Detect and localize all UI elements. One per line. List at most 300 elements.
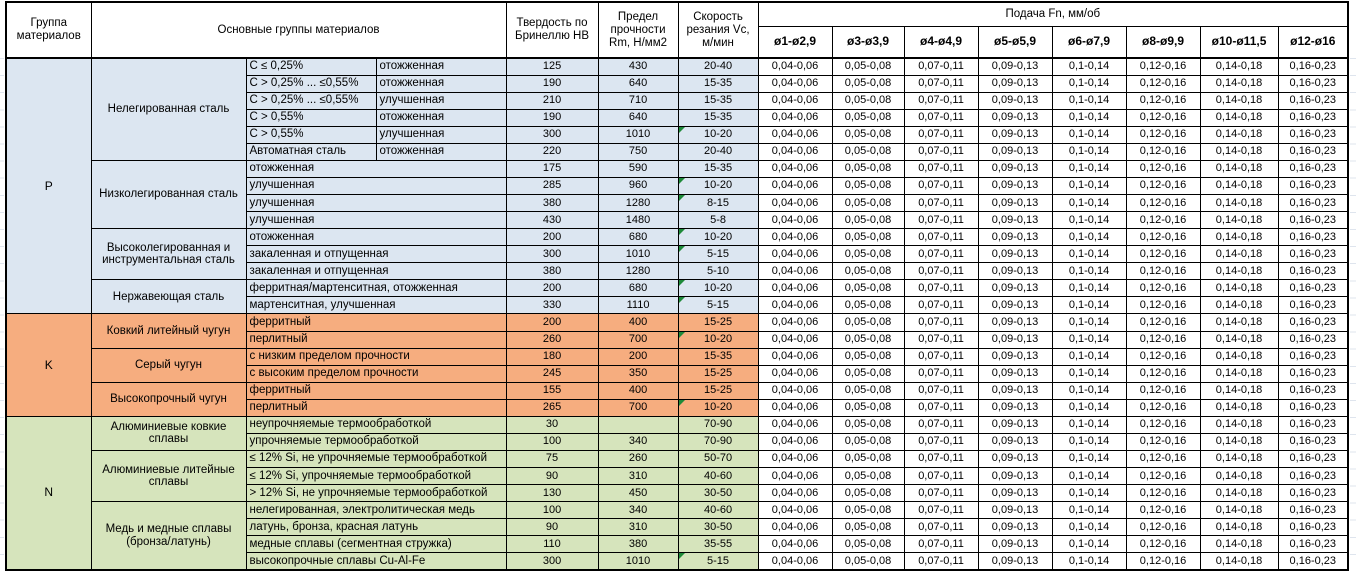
feed-value-cell[interactable]: 0,07-0,11: [904, 450, 978, 467]
feed-value-cell[interactable]: 0,16-0,23: [1278, 450, 1348, 467]
feed-value-cell[interactable]: 0,07-0,11: [904, 468, 978, 485]
strength-cell[interactable]: 700: [598, 399, 678, 416]
feed-value-cell[interactable]: 0,04-0,06: [758, 450, 832, 467]
speed-cell[interactable]: 15-35: [678, 109, 758, 126]
feed-value-cell[interactable]: 0,05-0,08: [832, 109, 904, 126]
feed-value-cell[interactable]: 0,1-0,14: [1052, 399, 1126, 416]
feed-value-cell[interactable]: 0,16-0,23: [1278, 109, 1348, 126]
feed-value-cell[interactable]: 0,1-0,14: [1052, 331, 1126, 348]
feed-value-cell[interactable]: 0,04-0,06: [758, 212, 832, 229]
feed-value-cell[interactable]: 0,04-0,06: [758, 75, 832, 92]
hardness-cell[interactable]: 380: [506, 263, 598, 280]
feed-value-cell[interactable]: 0,16-0,23: [1278, 177, 1348, 194]
speed-cell[interactable]: 50-70: [678, 450, 758, 467]
material-desc-cell[interactable]: улучшенная: [246, 177, 506, 194]
feed-value-cell[interactable]: 0,07-0,11: [904, 382, 978, 399]
hardness-cell[interactable]: 210: [506, 92, 598, 109]
feed-value-cell[interactable]: 0,09-0,13: [978, 280, 1052, 297]
strength-cell[interactable]: 260: [598, 450, 678, 467]
feed-value-cell[interactable]: 0,14-0,18: [1200, 280, 1278, 297]
feed-value-cell[interactable]: 0,04-0,06: [758, 297, 832, 314]
feed-value-cell[interactable]: 0,09-0,13: [978, 177, 1052, 194]
feed-value-cell[interactable]: 0,09-0,13: [978, 382, 1052, 399]
feed-value-cell[interactable]: 0,1-0,14: [1052, 280, 1126, 297]
speed-cell[interactable]: 15-25: [678, 382, 758, 399]
feed-value-cell[interactable]: 0,1-0,14: [1052, 160, 1126, 177]
feed-value-cell[interactable]: 0,14-0,18: [1200, 297, 1278, 314]
feed-value-cell[interactable]: 0,14-0,18: [1200, 263, 1278, 280]
feed-value-cell[interactable]: 0,07-0,11: [904, 485, 978, 502]
hardness-cell[interactable]: 220: [506, 143, 598, 160]
feed-value-cell[interactable]: 0,07-0,11: [904, 348, 978, 365]
feed-value-cell[interactable]: 0,14-0,18: [1200, 75, 1278, 92]
feed-value-cell[interactable]: 0,05-0,08: [832, 263, 904, 280]
feed-value-cell[interactable]: 0,1-0,14: [1052, 382, 1126, 399]
feed-value-cell[interactable]: 0,14-0,18: [1200, 58, 1278, 75]
feed-value-cell[interactable]: 0,09-0,13: [978, 143, 1052, 160]
feed-value-cell[interactable]: 0,09-0,13: [978, 92, 1052, 109]
material-group-cell[interactable]: K: [6, 314, 91, 416]
hardness-cell[interactable]: 155: [506, 382, 598, 399]
feed-value-cell[interactable]: 0,05-0,08: [832, 399, 904, 416]
feed-value-cell[interactable]: 0,16-0,23: [1278, 143, 1348, 160]
feed-value-cell[interactable]: 0,12-0,16: [1126, 75, 1200, 92]
feed-value-cell[interactable]: 0,1-0,14: [1052, 177, 1126, 194]
feed-value-cell[interactable]: 0,14-0,18: [1200, 212, 1278, 229]
feed-value-cell[interactable]: 0,04-0,06: [758, 553, 832, 570]
feed-value-cell[interactable]: 0,05-0,08: [832, 212, 904, 229]
strength-cell[interactable]: 350: [598, 365, 678, 382]
strength-cell[interactable]: 340: [598, 502, 678, 519]
feed-value-cell[interactable]: 0,09-0,13: [978, 195, 1052, 212]
speed-cell[interactable]: 15-25: [678, 314, 758, 331]
feed-value-cell[interactable]: 0,07-0,11: [904, 109, 978, 126]
feed-value-cell[interactable]: 0,16-0,23: [1278, 246, 1348, 263]
material-state-cell[interactable]: отожженная: [376, 75, 506, 92]
hardness-cell[interactable]: 300: [506, 246, 598, 263]
feed-value-cell[interactable]: 0,14-0,18: [1200, 126, 1278, 143]
feed-value-cell[interactable]: 0,04-0,06: [758, 416, 832, 433]
strength-cell[interactable]: 380: [598, 536, 678, 553]
feed-value-cell[interactable]: 0,05-0,08: [832, 416, 904, 433]
feed-value-cell[interactable]: 0,04-0,06: [758, 348, 832, 365]
feed-value-cell[interactable]: 0,05-0,08: [832, 280, 904, 297]
feed-value-cell[interactable]: 0,07-0,11: [904, 143, 978, 160]
feed-value-cell[interactable]: 0,07-0,11: [904, 75, 978, 92]
hardness-cell[interactable]: 100: [506, 433, 598, 450]
feed-value-cell[interactable]: 0,07-0,11: [904, 246, 978, 263]
feed-value-cell[interactable]: 0,16-0,23: [1278, 519, 1348, 536]
feed-value-cell[interactable]: 0,09-0,13: [978, 58, 1052, 75]
feed-value-cell[interactable]: 0,1-0,14: [1052, 519, 1126, 536]
feed-value-cell[interactable]: 0,16-0,23: [1278, 297, 1348, 314]
material-spec-cell[interactable]: C > 0,25% ... ≤0,55%: [246, 92, 376, 109]
strength-cell[interactable]: 1280: [598, 195, 678, 212]
feed-value-cell[interactable]: 0,07-0,11: [904, 519, 978, 536]
feed-value-cell[interactable]: 0,09-0,13: [978, 399, 1052, 416]
feed-value-cell[interactable]: 0,16-0,23: [1278, 468, 1348, 485]
feed-value-cell[interactable]: 0,04-0,06: [758, 195, 832, 212]
feed-value-cell[interactable]: 0,1-0,14: [1052, 229, 1126, 246]
feed-value-cell[interactable]: 0,16-0,23: [1278, 212, 1348, 229]
feed-value-cell[interactable]: 0,16-0,23: [1278, 75, 1348, 92]
feed-value-cell[interactable]: 0,1-0,14: [1052, 246, 1126, 263]
feed-value-cell[interactable]: 0,07-0,11: [904, 263, 978, 280]
feed-value-cell[interactable]: 0,07-0,11: [904, 433, 978, 450]
feed-value-cell[interactable]: 0,09-0,13: [978, 212, 1052, 229]
hardness-cell[interactable]: 190: [506, 75, 598, 92]
strength-cell[interactable]: 680: [598, 280, 678, 297]
feed-value-cell[interactable]: 0,12-0,16: [1126, 348, 1200, 365]
header-feed[interactable]: Подача Fn, мм/об: [758, 2, 1348, 26]
feed-value-cell[interactable]: 0,12-0,16: [1126, 416, 1200, 433]
feed-value-cell[interactable]: 0,14-0,18: [1200, 331, 1278, 348]
feed-value-cell[interactable]: 0,1-0,14: [1052, 450, 1126, 467]
speed-cell[interactable]: 20-40: [678, 143, 758, 160]
feed-value-cell[interactable]: 0,16-0,23: [1278, 416, 1348, 433]
feed-value-cell[interactable]: 0,12-0,16: [1126, 365, 1200, 382]
material-spec-cell[interactable]: C > 0,55%: [246, 109, 376, 126]
feed-value-cell[interactable]: 0,14-0,18: [1200, 485, 1278, 502]
material-desc-cell[interactable]: неупрочняемые термообработкой: [246, 416, 506, 433]
feed-value-cell[interactable]: 0,1-0,14: [1052, 75, 1126, 92]
hardness-cell[interactable]: 200: [506, 314, 598, 331]
hardness-cell[interactable]: 90: [506, 468, 598, 485]
feed-value-cell[interactable]: 0,1-0,14: [1052, 416, 1126, 433]
strength-cell[interactable]: 310: [598, 519, 678, 536]
feed-value-cell[interactable]: 0,12-0,16: [1126, 502, 1200, 519]
feed-value-cell[interactable]: 0,04-0,06: [758, 331, 832, 348]
feed-value-cell[interactable]: 0,05-0,08: [832, 126, 904, 143]
feed-value-cell[interactable]: 0,07-0,11: [904, 314, 978, 331]
feed-value-cell[interactable]: 0,12-0,16: [1126, 519, 1200, 536]
feed-value-cell[interactable]: 0,12-0,16: [1126, 212, 1200, 229]
speed-cell[interactable]: 15-25: [678, 365, 758, 382]
feed-value-cell[interactable]: 0,07-0,11: [904, 553, 978, 570]
speed-cell[interactable]: 5-15: [678, 297, 758, 314]
speed-cell[interactable]: 10-20: [678, 126, 758, 143]
feed-diameter-header[interactable]: ø12-ø16: [1278, 26, 1348, 58]
feed-value-cell[interactable]: 0,1-0,14: [1052, 365, 1126, 382]
feed-value-cell[interactable]: 0,07-0,11: [904, 280, 978, 297]
speed-cell[interactable]: 15-35: [678, 160, 758, 177]
feed-value-cell[interactable]: 0,16-0,23: [1278, 160, 1348, 177]
feed-value-cell[interactable]: 0,09-0,13: [978, 450, 1052, 467]
feed-value-cell[interactable]: 0,04-0,06: [758, 536, 832, 553]
feed-value-cell[interactable]: 0,04-0,06: [758, 229, 832, 246]
feed-value-cell[interactable]: 0,09-0,13: [978, 416, 1052, 433]
hardness-cell[interactable]: 90: [506, 519, 598, 536]
strength-cell[interactable]: 1010: [598, 246, 678, 263]
material-desc-cell[interactable]: ≤ 12% Si, не упрочняемые термообработкой: [246, 450, 506, 467]
feed-value-cell[interactable]: 0,09-0,13: [978, 75, 1052, 92]
feed-value-cell[interactable]: 0,04-0,06: [758, 126, 832, 143]
material-desc-cell[interactable]: латунь, бронза, красная латунь: [246, 519, 506, 536]
feed-value-cell[interactable]: 0,09-0,13: [978, 502, 1052, 519]
feed-value-cell[interactable]: 0,14-0,18: [1200, 399, 1278, 416]
feed-value-cell[interactable]: 0,12-0,16: [1126, 382, 1200, 399]
feed-value-cell[interactable]: 0,07-0,11: [904, 212, 978, 229]
feed-value-cell[interactable]: 0,04-0,06: [758, 485, 832, 502]
feed-value-cell[interactable]: 0,14-0,18: [1200, 314, 1278, 331]
material-group-cell[interactable]: N: [6, 416, 91, 570]
feed-value-cell[interactable]: 0,05-0,08: [832, 75, 904, 92]
feed-value-cell[interactable]: 0,04-0,06: [758, 160, 832, 177]
feed-value-cell[interactable]: 0,16-0,23: [1278, 502, 1348, 519]
speed-cell[interactable]: 70-90: [678, 433, 758, 450]
feed-value-cell[interactable]: 0,16-0,23: [1278, 331, 1348, 348]
material-spec-cell[interactable]: Автоматная сталь: [246, 143, 376, 160]
feed-diameter-header[interactable]: ø3-ø3,9: [832, 26, 904, 58]
material-desc-cell[interactable]: закаленная и отпущенная: [246, 246, 506, 263]
material-desc-cell[interactable]: перлитный: [246, 331, 506, 348]
feed-value-cell[interactable]: 0,07-0,11: [904, 58, 978, 75]
material-subgroup-cell[interactable]: Высокопрочный чугун: [91, 382, 246, 416]
material-desc-cell[interactable]: с низким пределом прочности: [246, 348, 506, 365]
feed-value-cell[interactable]: 0,04-0,06: [758, 365, 832, 382]
feed-value-cell[interactable]: 0,07-0,11: [904, 229, 978, 246]
feed-value-cell[interactable]: 0,05-0,08: [832, 519, 904, 536]
feed-value-cell[interactable]: 0,04-0,06: [758, 143, 832, 160]
strength-cell[interactable]: 1110: [598, 297, 678, 314]
feed-value-cell[interactable]: 0,16-0,23: [1278, 126, 1348, 143]
feed-value-cell[interactable]: 0,12-0,16: [1126, 297, 1200, 314]
speed-cell[interactable]: 30-50: [678, 485, 758, 502]
feed-value-cell[interactable]: 0,05-0,08: [832, 195, 904, 212]
feed-value-cell[interactable]: 0,07-0,11: [904, 331, 978, 348]
feed-value-cell[interactable]: 0,14-0,18: [1200, 519, 1278, 536]
feed-value-cell[interactable]: 0,09-0,13: [978, 433, 1052, 450]
feed-value-cell[interactable]: 0,09-0,13: [978, 160, 1052, 177]
hardness-cell[interactable]: 30: [506, 416, 598, 433]
feed-value-cell[interactable]: 0,1-0,14: [1052, 143, 1126, 160]
strength-cell[interactable]: 1010: [598, 553, 678, 570]
hardness-cell[interactable]: 130: [506, 485, 598, 502]
feed-diameter-header[interactable]: ø10-ø11,5: [1200, 26, 1278, 58]
material-desc-cell[interactable]: закаленная и отпущенная: [246, 263, 506, 280]
material-spec-cell[interactable]: C ≤ 0,25%: [246, 58, 376, 75]
feed-value-cell[interactable]: 0,1-0,14: [1052, 314, 1126, 331]
feed-value-cell[interactable]: 0,04-0,06: [758, 58, 832, 75]
feed-value-cell[interactable]: 0,16-0,23: [1278, 263, 1348, 280]
material-subgroup-cell[interactable]: Нелегированная сталь: [91, 58, 246, 160]
strength-cell[interactable]: 200: [598, 348, 678, 365]
material-subgroup-cell[interactable]: Высоколегированная и инструментальная сталь: [91, 229, 246, 280]
speed-cell[interactable]: 20-40: [678, 58, 758, 75]
feed-value-cell[interactable]: 0,05-0,08: [832, 485, 904, 502]
speed-cell[interactable]: 10-20: [678, 331, 758, 348]
strength-cell[interactable]: 1280: [598, 263, 678, 280]
feed-value-cell[interactable]: 0,12-0,16: [1126, 553, 1200, 570]
material-subgroup-cell[interactable]: Медь и медные сплавы (бронза/латунь): [91, 502, 246, 570]
feed-value-cell[interactable]: 0,16-0,23: [1278, 229, 1348, 246]
feed-value-cell[interactable]: 0,12-0,16: [1126, 468, 1200, 485]
hardness-cell[interactable]: 245: [506, 365, 598, 382]
hardness-cell[interactable]: 125: [506, 58, 598, 75]
feed-value-cell[interactable]: 0,07-0,11: [904, 502, 978, 519]
material-state-cell[interactable]: отожженная: [376, 143, 506, 160]
feed-value-cell[interactable]: 0,04-0,06: [758, 519, 832, 536]
material-spec-cell[interactable]: C > 0,55%: [246, 126, 376, 143]
hardness-cell[interactable]: 75: [506, 450, 598, 467]
strength-cell[interactable]: [598, 416, 678, 433]
feed-value-cell[interactable]: 0,05-0,08: [832, 365, 904, 382]
feed-value-cell[interactable]: 0,05-0,08: [832, 143, 904, 160]
strength-cell[interactable]: 340: [598, 433, 678, 450]
feed-value-cell[interactable]: 0,05-0,08: [832, 177, 904, 194]
hardness-cell[interactable]: 180: [506, 348, 598, 365]
speed-cell[interactable]: 70-90: [678, 416, 758, 433]
feed-value-cell[interactable]: 0,09-0,13: [978, 297, 1052, 314]
feed-value-cell[interactable]: 0,05-0,08: [832, 58, 904, 75]
feed-value-cell[interactable]: 0,1-0,14: [1052, 348, 1126, 365]
feed-value-cell[interactable]: 0,1-0,14: [1052, 485, 1126, 502]
feed-diameter-header[interactable]: ø4-ø4,9: [904, 26, 978, 58]
feed-value-cell[interactable]: 0,04-0,06: [758, 399, 832, 416]
material-desc-cell[interactable]: с высоким пределом прочности: [246, 365, 506, 382]
feed-value-cell[interactable]: 0,16-0,23: [1278, 58, 1348, 75]
feed-value-cell[interactable]: 0,14-0,18: [1200, 365, 1278, 382]
feed-value-cell[interactable]: 0,12-0,16: [1126, 160, 1200, 177]
strength-cell[interactable]: 640: [598, 109, 678, 126]
speed-cell[interactable]: 10-20: [678, 177, 758, 194]
feed-diameter-header[interactable]: ø8-ø9,9: [1126, 26, 1200, 58]
feed-value-cell[interactable]: 0,12-0,16: [1126, 485, 1200, 502]
strength-cell[interactable]: 400: [598, 382, 678, 399]
feed-value-cell[interactable]: 0,16-0,23: [1278, 365, 1348, 382]
feed-value-cell[interactable]: 0,09-0,13: [978, 246, 1052, 263]
material-desc-cell[interactable]: улучшенная: [246, 195, 506, 212]
feed-value-cell[interactable]: 0,09-0,13: [978, 468, 1052, 485]
material-state-cell[interactable]: отожженная: [376, 109, 506, 126]
feed-value-cell[interactable]: 0,12-0,16: [1126, 143, 1200, 160]
feed-value-cell[interactable]: 0,14-0,18: [1200, 433, 1278, 450]
feed-value-cell[interactable]: 0,1-0,14: [1052, 502, 1126, 519]
feed-value-cell[interactable]: 0,1-0,14: [1052, 126, 1126, 143]
feed-value-cell[interactable]: 0,14-0,18: [1200, 109, 1278, 126]
material-group-cell[interactable]: P: [6, 58, 91, 314]
feed-value-cell[interactable]: 0,1-0,14: [1052, 297, 1126, 314]
feed-value-cell[interactable]: 0,1-0,14: [1052, 468, 1126, 485]
feed-value-cell[interactable]: 0,12-0,16: [1126, 536, 1200, 553]
feed-value-cell[interactable]: 0,12-0,16: [1126, 450, 1200, 467]
material-subgroup-cell[interactable]: Нержавеющая сталь: [91, 280, 246, 314]
strength-cell[interactable]: 400: [598, 314, 678, 331]
material-desc-cell[interactable]: ферритный: [246, 382, 506, 399]
feed-value-cell[interactable]: 0,12-0,16: [1126, 229, 1200, 246]
hardness-cell[interactable]: 300: [506, 553, 598, 570]
hardness-cell[interactable]: 200: [506, 280, 598, 297]
hardness-cell[interactable]: 330: [506, 297, 598, 314]
feed-value-cell[interactable]: 0,14-0,18: [1200, 92, 1278, 109]
strength-cell[interactable]: 590: [598, 160, 678, 177]
feed-value-cell[interactable]: 0,04-0,06: [758, 382, 832, 399]
feed-value-cell[interactable]: 0,07-0,11: [904, 195, 978, 212]
speed-cell[interactable]: 5-15: [678, 553, 758, 570]
hardness-cell[interactable]: 300: [506, 126, 598, 143]
hardness-cell[interactable]: 110: [506, 536, 598, 553]
feed-value-cell[interactable]: 0,14-0,18: [1200, 468, 1278, 485]
feed-value-cell[interactable]: 0,04-0,06: [758, 433, 832, 450]
feed-value-cell[interactable]: 0,12-0,16: [1126, 331, 1200, 348]
feed-value-cell[interactable]: 0,07-0,11: [904, 416, 978, 433]
material-desc-cell[interactable]: нелегированная, электролитическая медь: [246, 502, 506, 519]
feed-value-cell[interactable]: 0,05-0,08: [832, 92, 904, 109]
feed-value-cell[interactable]: 0,09-0,13: [978, 263, 1052, 280]
strength-cell[interactable]: 960: [598, 177, 678, 194]
feed-value-cell[interactable]: 0,16-0,23: [1278, 485, 1348, 502]
speed-cell[interactable]: 30-50: [678, 519, 758, 536]
feed-value-cell[interactable]: 0,14-0,18: [1200, 450, 1278, 467]
feed-value-cell[interactable]: 0,04-0,06: [758, 314, 832, 331]
feed-value-cell[interactable]: 0,05-0,08: [832, 246, 904, 263]
feed-value-cell[interactable]: 0,05-0,08: [832, 160, 904, 177]
material-desc-cell[interactable]: высокопрочные сплавы Cu-Al-Fe: [246, 553, 506, 570]
feed-diameter-header[interactable]: ø1-ø2,9: [758, 26, 832, 58]
material-desc-cell[interactable]: отожженная: [246, 229, 506, 246]
feed-value-cell[interactable]: 0,1-0,14: [1052, 92, 1126, 109]
header-hardness[interactable]: Твердость по Бринеллю HB: [506, 2, 598, 58]
material-desc-cell[interactable]: ферритный: [246, 314, 506, 331]
material-desc-cell[interactable]: > 12% Si, не упрочняемые термообработкой: [246, 485, 506, 502]
speed-cell[interactable]: 8-15: [678, 195, 758, 212]
feed-diameter-header[interactable]: ø6-ø7,9: [1052, 26, 1126, 58]
feed-value-cell[interactable]: 0,1-0,14: [1052, 536, 1126, 553]
speed-cell[interactable]: 35-55: [678, 536, 758, 553]
feed-value-cell[interactable]: 0,04-0,06: [758, 177, 832, 194]
feed-value-cell[interactable]: 0,14-0,18: [1200, 553, 1278, 570]
strength-cell[interactable]: 750: [598, 143, 678, 160]
feed-value-cell[interactable]: 0,04-0,06: [758, 109, 832, 126]
feed-value-cell[interactable]: 0,16-0,23: [1278, 399, 1348, 416]
feed-value-cell[interactable]: 0,14-0,18: [1200, 177, 1278, 194]
feed-value-cell[interactable]: 0,1-0,14: [1052, 109, 1126, 126]
feed-value-cell[interactable]: 0,09-0,13: [978, 109, 1052, 126]
feed-value-cell[interactable]: 0,12-0,16: [1126, 58, 1200, 75]
feed-value-cell[interactable]: 0,07-0,11: [904, 160, 978, 177]
feed-value-cell[interactable]: 0,09-0,13: [978, 365, 1052, 382]
feed-value-cell[interactable]: 0,04-0,06: [758, 280, 832, 297]
material-desc-cell[interactable]: медные сплавы (сегментная стружка): [246, 536, 506, 553]
feed-value-cell[interactable]: 0,14-0,18: [1200, 502, 1278, 519]
feed-value-cell[interactable]: 0,14-0,18: [1200, 382, 1278, 399]
feed-value-cell[interactable]: 0,04-0,06: [758, 246, 832, 263]
hardness-cell[interactable]: 100: [506, 502, 598, 519]
feed-value-cell[interactable]: 0,12-0,16: [1126, 246, 1200, 263]
material-desc-cell[interactable]: мартенситная, улучшенная: [246, 297, 506, 314]
feed-value-cell[interactable]: 0,09-0,13: [978, 348, 1052, 365]
feed-value-cell[interactable]: 0,16-0,23: [1278, 382, 1348, 399]
strength-cell[interactable]: 710: [598, 92, 678, 109]
feed-value-cell[interactable]: 0,09-0,13: [978, 536, 1052, 553]
feed-value-cell[interactable]: 0,07-0,11: [904, 126, 978, 143]
header-material-group[interactable]: Группа материалов: [6, 2, 91, 58]
speed-cell[interactable]: 10-20: [678, 399, 758, 416]
strength-cell[interactable]: 1480: [598, 212, 678, 229]
material-desc-cell[interactable]: ферритная/мартенситная, отожженная: [246, 280, 506, 297]
material-desc-cell[interactable]: упрочняемые термообработкой: [246, 433, 506, 450]
header-strength[interactable]: Предел прочности Rm, Н/мм2: [598, 2, 678, 58]
feed-value-cell[interactable]: 0,14-0,18: [1200, 536, 1278, 553]
header-main-groups[interactable]: Основные группы материалов: [91, 2, 506, 58]
material-state-cell[interactable]: улучшенная: [376, 126, 506, 143]
strength-cell[interactable]: 310: [598, 468, 678, 485]
header-cutting-speed[interactable]: Скорость резания Vc, м/мин: [678, 2, 758, 58]
material-desc-cell[interactable]: отожженная: [246, 160, 506, 177]
feed-value-cell[interactable]: 0,14-0,18: [1200, 348, 1278, 365]
feed-value-cell[interactable]: 0,12-0,16: [1126, 433, 1200, 450]
hardness-cell[interactable]: 200: [506, 229, 598, 246]
